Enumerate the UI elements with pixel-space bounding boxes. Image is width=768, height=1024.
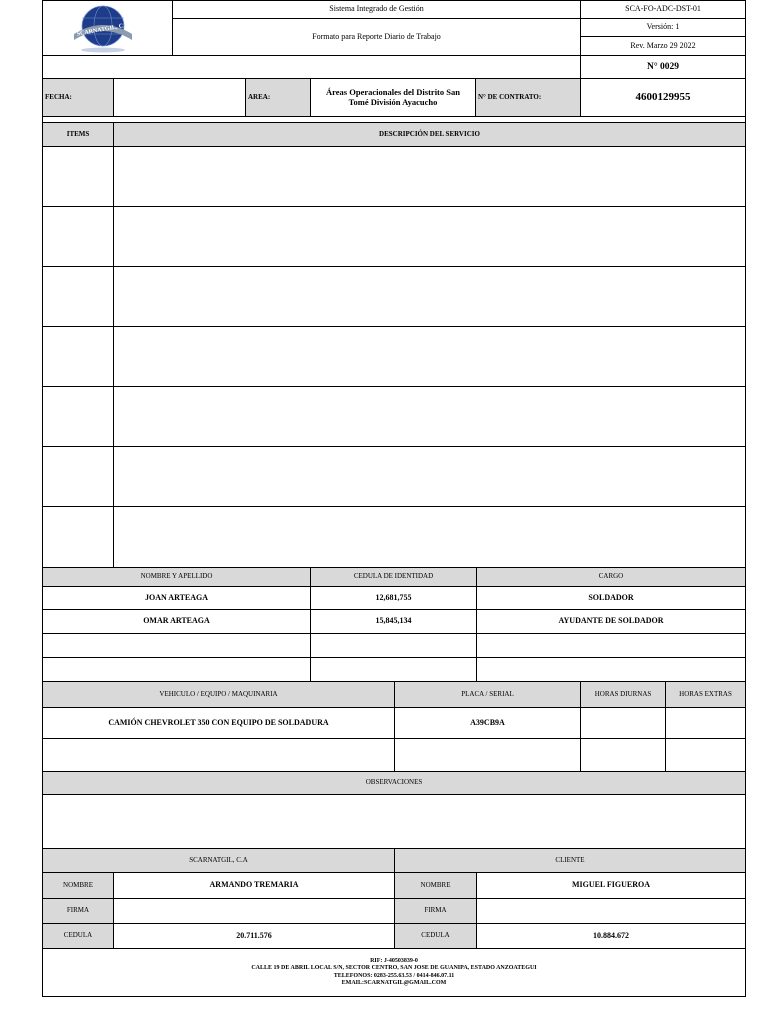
service-description-cell[interactable] [113,206,746,267]
personnel-id: 15,845,134 [310,609,477,634]
header-spacer [42,55,581,79]
system-title: Sistema Integrado de Gestión [172,0,581,19]
service-item-cell[interactable] [42,506,114,568]
vehicle-day-hours[interactable] [580,738,666,772]
vehicle-plate: A39CB9A [394,707,581,739]
client-signature-header: CLIENTE [394,848,746,873]
observations-body[interactable] [42,794,746,849]
personnel-id[interactable] [310,633,477,658]
day-hours-header: HORAS DIURNAS [580,681,666,708]
personnel-role-header: CARGO [476,567,746,587]
service-description-cell[interactable] [113,146,746,207]
service-item-cell[interactable] [42,266,114,327]
contract-label: N° DE CONTRATO: [475,78,581,117]
client-nombre-label: NOMBRE [394,872,477,899]
service-description-cell[interactable] [113,326,746,387]
service-description-cell[interactable] [113,386,746,447]
service-description-cell[interactable] [113,506,746,568]
service-item-cell[interactable] [42,326,114,387]
logo-text: SCARNATGIL, C.A [76,22,130,38]
contract-value: 4600129955 [580,78,746,117]
client-cedula-value: 10.884.672 [476,923,746,949]
format-title: Formato para Reporte Diario de Trabajo [172,18,581,56]
vehicle-name: CAMIÓN CHEVROLET 350 CON EQUIPO DE SOLDADURA [42,707,395,739]
vehicle-name[interactable] [42,738,395,772]
service-item-cell[interactable] [42,206,114,267]
personnel-role: AYUDANTE DE SOLDADOR [476,609,746,634]
footer-address: CALLE 19 DE ABRIL LOCAL S/N, SECTOR CENTRO, SAN JOSE DE GUANIPA, ESTADO ANZOATEGUI [251,965,537,971]
personnel-name: JOAN ARTEAGA [42,586,311,610]
vehicle-day-hours[interactable] [580,707,666,739]
doc-revision: Rev. Marzo 29 2022 [580,36,746,56]
vehicle-header: VEHICULO / EQUIPO / MAQUINARIA [42,681,395,708]
service-item-cell[interactable] [42,386,114,447]
observations-header: OBSERVACIONES [42,771,746,795]
plate-header: PLACA / SERIAL [394,681,581,708]
personnel-role[interactable] [476,633,746,658]
daily-work-report-form [42,0,746,997]
fecha-value [113,78,246,117]
company-signature-header: SCARNATGIL, C.A [42,848,395,873]
area-label: AREA: [245,78,311,117]
client-firma-label: FIRMA [394,898,477,924]
personnel-role: SOLDADOR [476,586,746,610]
footer [42,948,746,997]
doc-version: Versión: 1 [580,18,746,37]
personnel-id-header: CEDULA DE IDENTIDAD [310,567,477,587]
report-number: N° 0029 [580,55,746,79]
service-item-cell[interactable] [42,446,114,507]
personnel-name-header: NOMBRE Y APELLIDO [42,567,311,587]
description-header: DESCRIPCIÓN DEL SERVICIO [113,122,746,147]
service-item-cell[interactable] [42,146,114,207]
company-nombre-label: NOMBRE [42,872,114,899]
items-header: ITEMS [42,122,114,147]
client-cedula-label: CEDULA [394,923,477,949]
footer-email: EMAIL:SCARNATGIL@GMAIL.COM [341,980,447,986]
doc-code: SCA-FO-ADC-DST-01 [580,0,746,19]
company-firma-value[interactable] [113,898,395,924]
vehicle-extra-hours[interactable] [665,738,746,772]
service-description-cell[interactable] [113,446,746,507]
service-description-cell[interactable] [113,266,746,327]
client-firma-value[interactable] [476,898,746,924]
footer-phones: TELEFONOS: 0283-255.63.53 / 0414-846.07.11 [333,972,455,979]
extra-hours-header: HORAS EXTRAS [665,681,746,708]
personnel-id[interactable] [310,657,477,682]
personnel-name: OMAR ARTEAGA [42,609,311,634]
vehicle-extra-hours[interactable] [665,707,746,739]
company-nombre-value: ARMANDO TREMARIA [113,872,395,899]
logo-cell [42,0,173,56]
client-nombre-value: MIGUEL FIGUEROA [476,872,746,899]
personnel-id: 12,681,755 [310,586,477,610]
footer-rif: RIF: J-40503839-0 [370,957,418,964]
area-value: Áreas Operacionales del Distrito San Tomé División Ayacucho [310,78,476,117]
company-cedula-value: 20.711.576 [113,923,395,949]
fecha-label: FECHA: [42,78,114,117]
personnel-name[interactable] [42,657,311,682]
company-firma-label: FIRMA [42,898,114,924]
vehicle-plate[interactable] [394,738,581,772]
company-cedula-label: CEDULA [42,923,114,949]
personnel-role[interactable] [476,657,746,682]
personnel-name[interactable] [42,633,311,658]
